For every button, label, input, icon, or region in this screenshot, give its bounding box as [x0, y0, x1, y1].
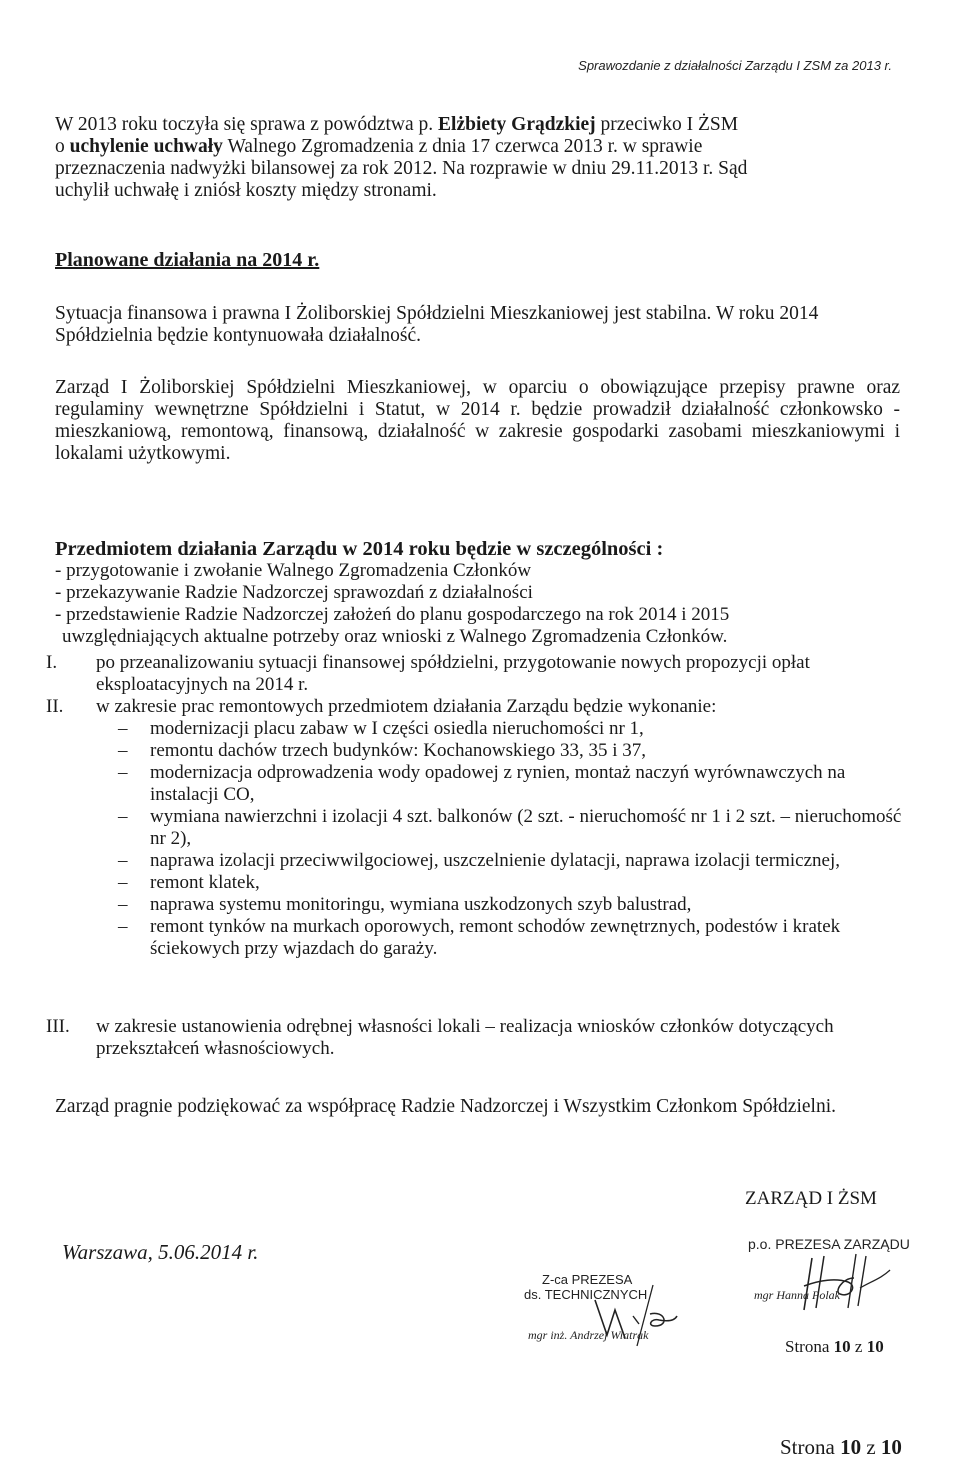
page-number-inner: Strona 10 z 10	[785, 1337, 884, 1356]
place-and-date: Warszawa, 5.06.2014 r.	[62, 1240, 259, 1264]
stamp-title: p.o. PREZESA ZARZĄDU	[748, 1236, 910, 1252]
roman-item-text: w zakresie prac remontowych przedmiotem działania Zarządu będzie wykonanie:	[96, 696, 717, 717]
intro-line-1: W 2013 roku toczyła się sprawa z powództwa p. Elżbiety Grądzkiej przeciwko I ŻSM	[55, 114, 739, 135]
roman-item-text: po przeanalizowaniu sytuacji finansowej spółdzielni, przygotowanie nowych propozycji opłat eksploatacyjnych na 2014 r.	[96, 652, 810, 695]
plaintiff-name: Elżbiety Grądzkiej	[438, 114, 596, 135]
list-item: – remontu dachów trzech budynków: Kochanowskiego 33, 35 i 37,	[118, 740, 647, 761]
roman-numeral: III.	[46, 1016, 70, 1037]
list-item: uwzględniających aktualne potrzeby oraz wnioski z Walnego Zgromadzenia Członków.	[62, 626, 728, 647]
intro-line-4: uchylił uchwałę i zniósł koszty między stronami.	[55, 180, 437, 201]
stamp-title: Z-ca PREZESA	[542, 1272, 633, 1287]
resolution-annulment: uchylenie uchwały	[69, 136, 223, 157]
list-item: – wymiana nawierzchni i izolacji 4 szt. balkonów (2 szt. - nieruchomość nr 1 i 2 szt. – nieruchomość nr 2),	[118, 806, 902, 849]
planned-actions-heading: Planowane działania na 2014 r.	[55, 249, 320, 271]
roman-numeral: II.	[46, 696, 64, 717]
list-item: - przygotowanie i zwołanie Walnego Zgromadzenia Członków	[55, 560, 532, 581]
subject-heading: Przedmiotem działania Zarządu w 2014 roku będzie w szczególności :	[55, 538, 664, 560]
list-item: - przekazywanie Radzie Nadzorczej sprawozdań z działalności	[55, 582, 533, 603]
list-item: – naprawa systemu monitoringu, wymiana uszkodzonych szyb balustrad,	[118, 894, 692, 915]
list-item: – remont klatek,	[118, 872, 260, 893]
intro-line-3: przeznaczenia nadwyżki bilansowej za rok 2012. Na rozprawie w dniu 29.11.2013 r. Sąd	[55, 158, 748, 179]
list-item: - przedstawienie Radzie Nadzorczej założeń do planu gospodarczego na rok 2014 i 2015	[55, 604, 730, 625]
list-item: – modernizacja odprowadzenia wody opadowej z rynien, montaż naczyń wyrównawczych na instalacji CO,	[118, 762, 846, 805]
stamp-name: mgr Hanna Polak	[754, 1288, 840, 1302]
page-number-outer: Strona 10 z 10	[780, 1435, 902, 1459]
board-tasks-list	[55, 560, 905, 648]
stamp-department: ds. TECHNICZNYCH	[524, 1287, 648, 1302]
deputy-signature	[555, 1280, 695, 1350]
list-item: – modernizacji placu zabaw w I części osiedla nieruchomości nr 1,	[118, 718, 644, 739]
renovation-list	[118, 718, 908, 960]
board-paragraph: Zarząd I Żoliborskiej Spółdzielni Mieszkaniowej, w oparciu o obowiązujące przepisy prawne oraz regulaminy wewnętrzne Spółdzielni i Statut, w 2014 r. będzie prowadził działalność członkowsko -mieszkaniową, remontową, finansową, działalność w zakresie gospodarki zasobami mieszkaniowymi i lokalami użytkowymi.	[55, 377, 900, 464]
finance-paragraph: Sytuacja finansowa i prawna I Żoliborskiej Spółdzielni Mieszkaniowej jest stabilna. W roku 2014 Spółdzielnia będzie kontynuowała działalność.	[55, 303, 819, 346]
running-header: Sprawozdanie z działalności Zarządu I ZSM za 2013 r.	[578, 58, 892, 73]
list-item: – naprawa izolacji przeciwwilgociowej, uszczelnienie dylatacji, naprawa izolacji termicznej,	[118, 850, 840, 871]
list-item: – remont tynków na murkach oporowych, remont schodów zewnętrznych, podestów i kratek ściekowych przy wjazdach do garaży.	[118, 916, 841, 959]
board-signature-heading: ZARZĄD I ŻSM	[745, 1188, 877, 1209]
thanks-paragraph: Zarząd pragnie podziękować za współpracę Radzie Nadzorczej i Wszystkim Członkom Spółdzielni.	[55, 1096, 836, 1117]
roman-numeral: I.	[46, 652, 58, 673]
intro-paragraph	[55, 114, 900, 202]
stamp-name: mgr inż. Andrzej Wiatrak	[528, 1328, 649, 1342]
roman-item-text: w zakresie ustanowienia odrębnej własności lokali – realizacja wniosków członków dotyczących przekształceń własnościowych.	[96, 1016, 834, 1059]
intro-line-2: o uchylenie uchwały Walnego Zgromadzenia z dnia 17 czerwca 2013 r. w sprawie	[55, 136, 703, 157]
chairman-signature	[790, 1248, 900, 1323]
